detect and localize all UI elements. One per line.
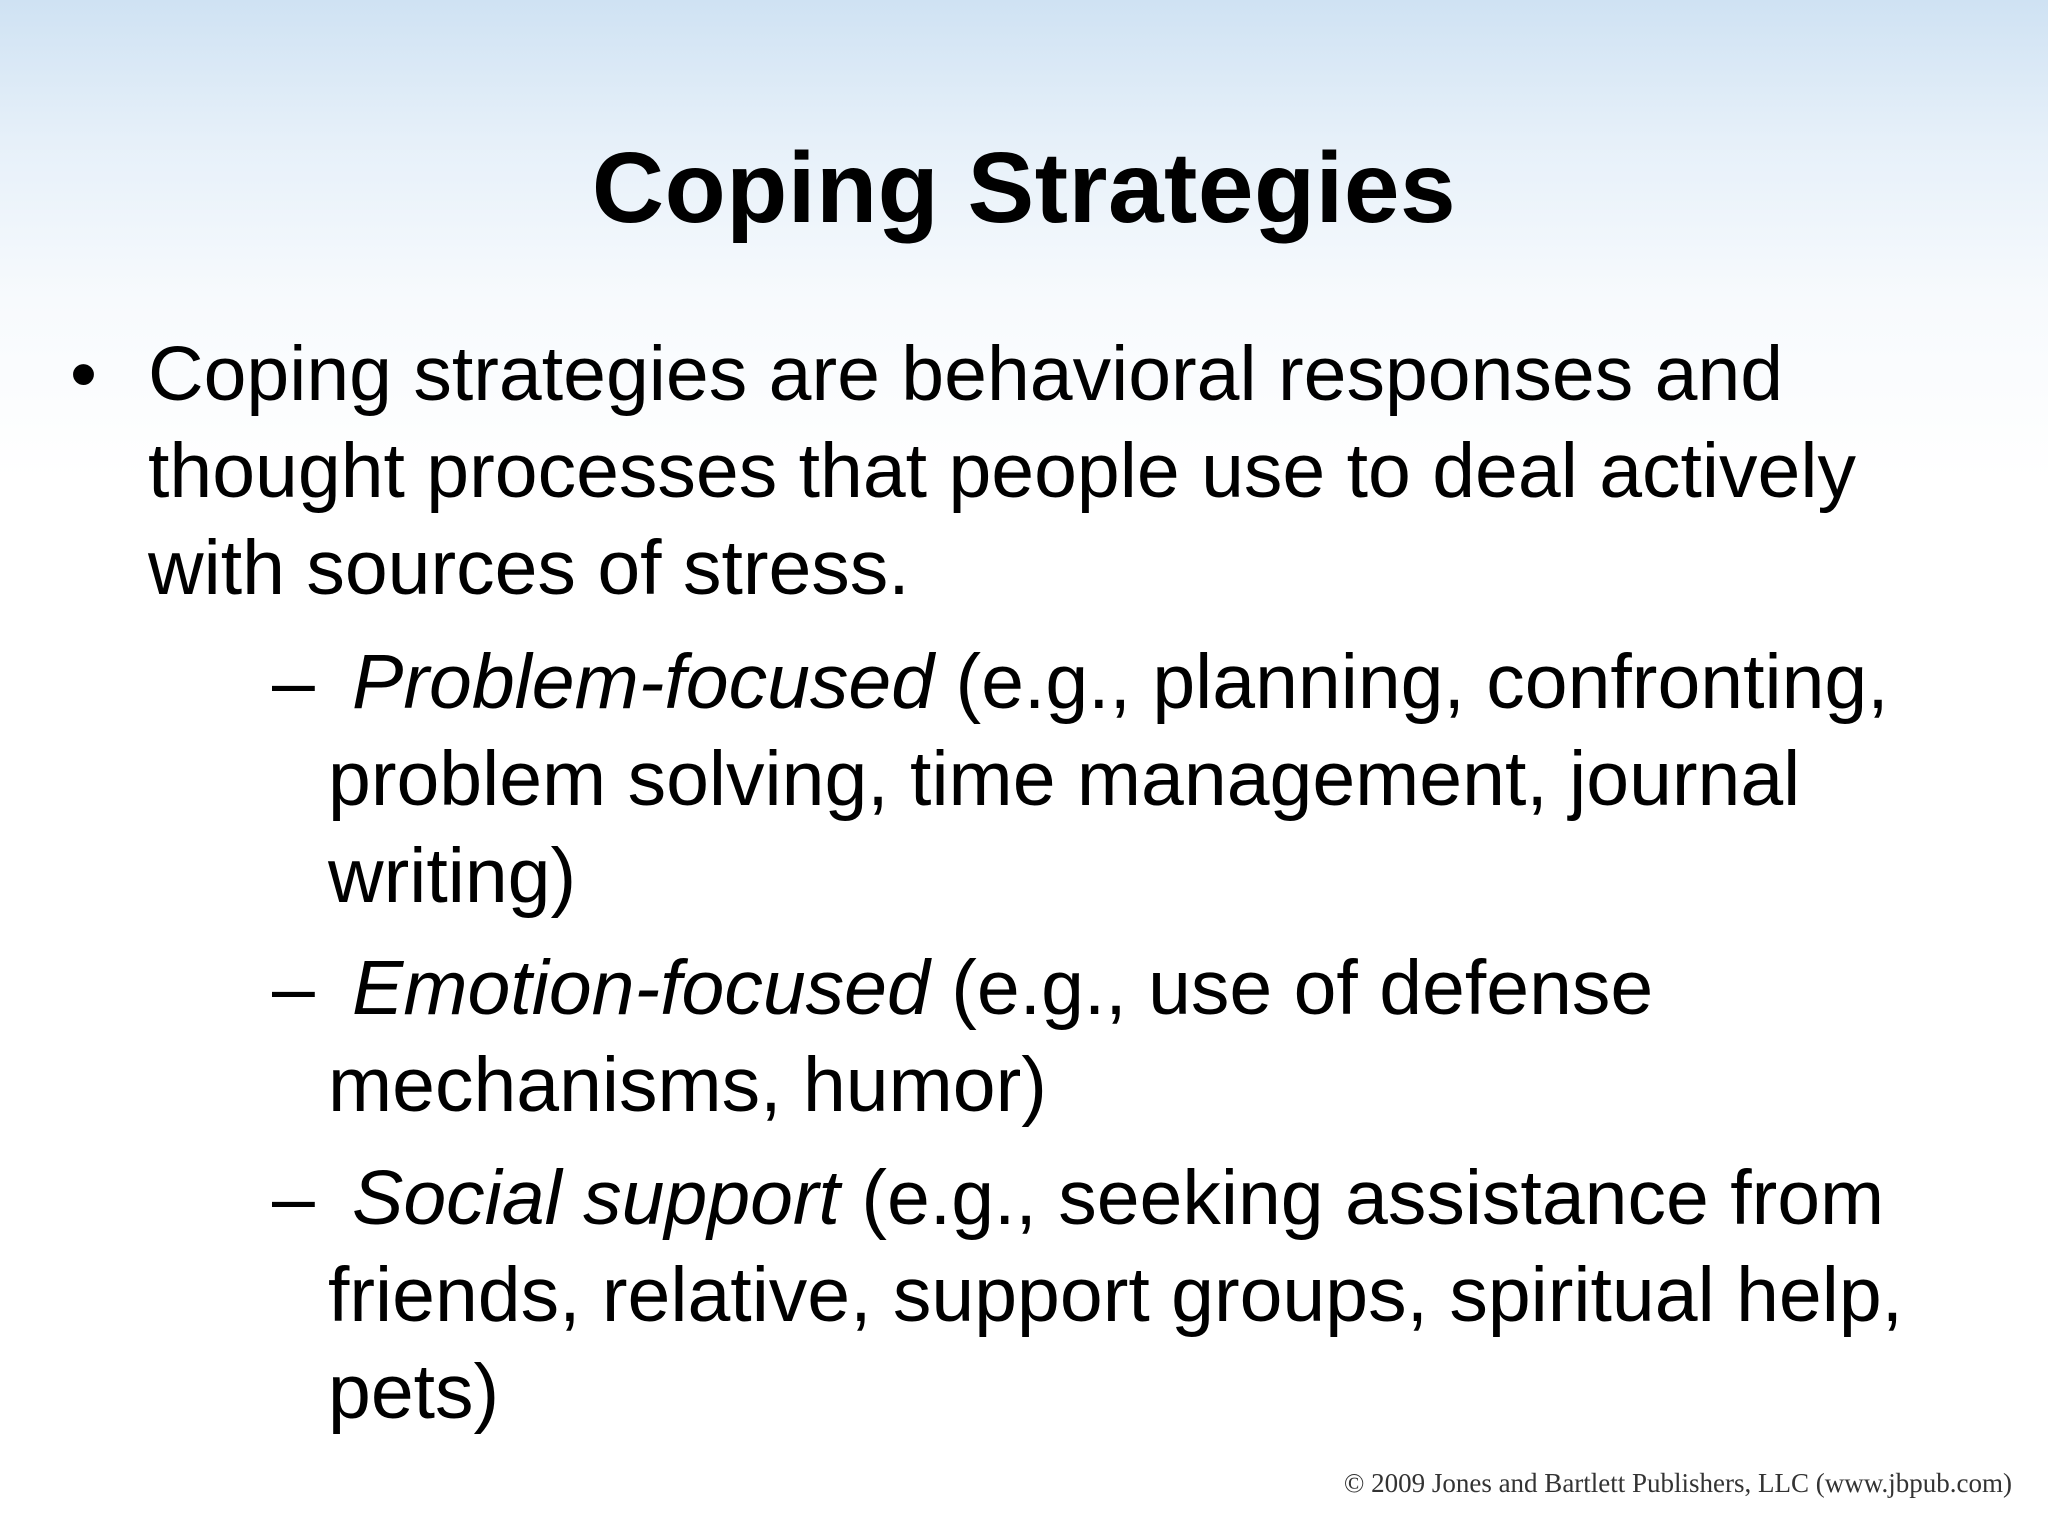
sub-item-emotion-focused: [328, 940, 1968, 1134]
main-bullet-text: Coping strategies are behavioral responses and thought processes that people use to deal actively with sources of stress.: [148, 331, 1856, 611]
bullet-marker: •: [70, 331, 97, 417]
sub-item-dash: –: [272, 1155, 315, 1241]
sub-item-detail: (e.g., use of defense mechanisms, humor): [328, 945, 1654, 1128]
slide-title: Coping Strategies: [591, 132, 1457, 244]
sub-item-detail: (e.g., planning, confronting, problem solving, time management, journal writing): [328, 639, 1889, 919]
sub-item-term: Social support: [352, 1155, 840, 1241]
sub-item-detail: (e.g., seeking assistance from friends, relative, support groups, spiritual help, pets): [328, 1155, 1904, 1435]
sub-item-dash: –: [272, 639, 315, 725]
sub-item-dash: –: [272, 945, 315, 1031]
sub-item-problem-focused: [328, 634, 1968, 925]
sub-item-social-support: [328, 1150, 1968, 1441]
sub-item-term: Emotion-focused: [352, 945, 930, 1031]
copyright-notice: © 2009 Jones and Bartlett Publishers, LLC (www.jbpub.com): [1343, 1468, 2012, 1498]
sub-item-term: Problem-focused: [352, 639, 935, 725]
